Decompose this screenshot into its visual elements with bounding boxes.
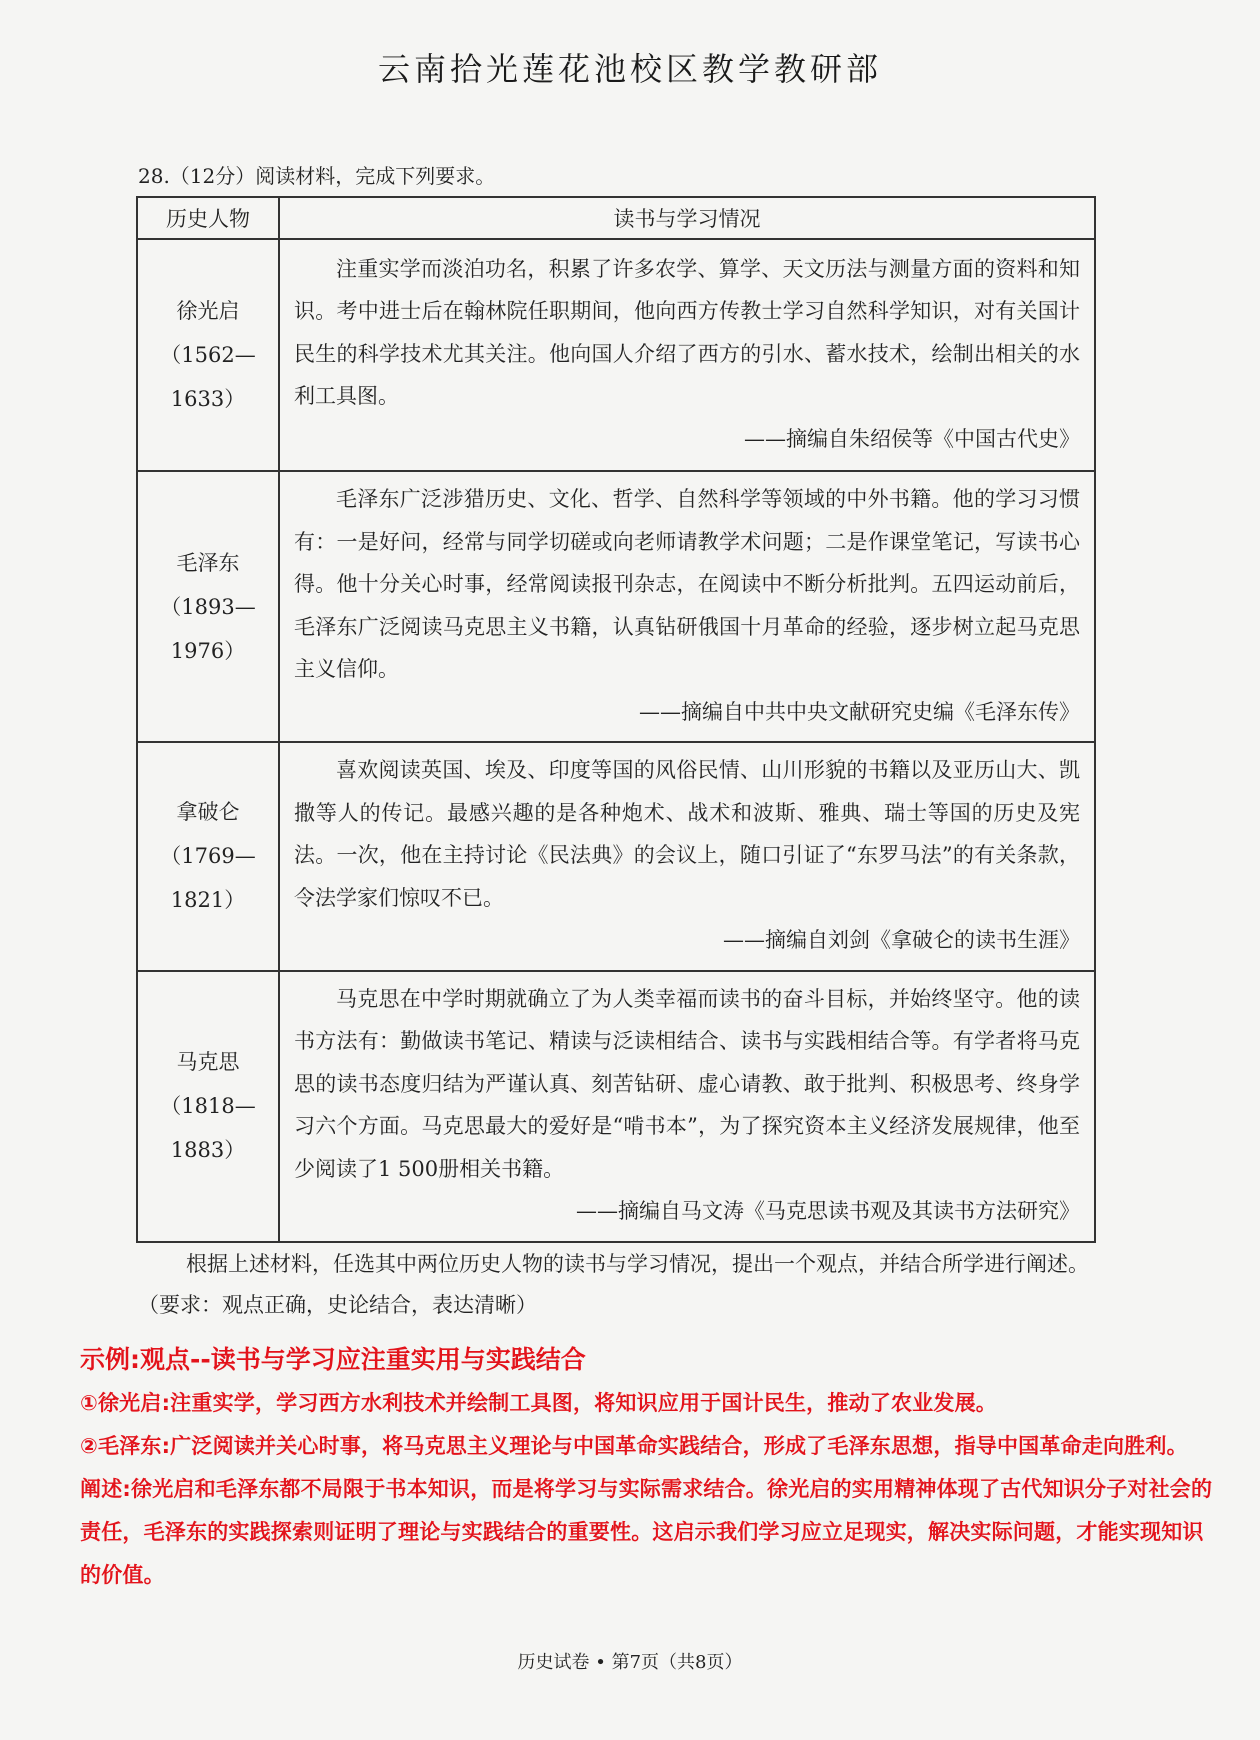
table-header-row — [137, 197, 1095, 239]
reading-cell — [279, 742, 1095, 971]
reading-material-table — [136, 196, 1096, 1243]
sample-answer — [80, 1338, 1220, 1597]
person-cell — [137, 971, 279, 1242]
table-row — [137, 742, 1095, 971]
column-header-person: 历史人物 — [137, 197, 279, 239]
person-cell — [137, 742, 279, 971]
reading-cell — [279, 239, 1095, 471]
page-footer: 历史试卷 • 第7页（共8页） — [517, 1652, 743, 1673]
reading-text: 毛泽东广泛涉猎历史、文化、哲学、自然科学等领域的中外书籍。他的学习习惯有：一是好问，经常与同学切磋或向老师请教学术问题；二是作课堂笔记，写读书心得。他十分关心时事，经常阅读报刊杂志，在阅读中不断分析批判。五四运动前后，毛泽东广泛阅读马克思主义书籍，认真钻研俄国十月革命的经验，逐步树立起马克思主义信仰。 — [294, 487, 1080, 681]
reading-source: ——摘编自马文涛《马克思读书观及其读书方法研究》 — [576, 1199, 1080, 1223]
person-years: （1769—1821） — [160, 844, 256, 913]
table-row — [137, 971, 1095, 1242]
table-row — [137, 239, 1095, 471]
person-name: 徐光启 — [176, 299, 240, 323]
person-cell — [137, 471, 279, 742]
reading-text: 注重实学而淡泊功名，积累了许多农学、算学、天文历法与测量方面的资料和知识。考中进士后在翰林院任职期间，他向西方传教士学习自然科学知识，对有关国计民生的科学技术尤其关注。他向国人介绍了西方的引水、蓄水技术，绘制出相关的水利工具图。 — [294, 256, 1080, 409]
reading-source: ——摘编自刘剑《拿破仑的读书生涯》 — [723, 928, 1080, 952]
reading-text: 喜欢阅读英国、埃及、印度等国的风俗民情、山川形貌的书籍以及亚历山大、凯撒等人的传记。最感兴趣的是各种炮术、战术和波斯、雅典、瑞士等国的历史及宪法。一次，他在主持讨论《民法典》的会议上，随口引证了“东罗马法”的有关条款，令法学家们惊叹不已。 — [294, 758, 1080, 910]
person-name: 马克思 — [176, 1050, 240, 1074]
column-header-reading: 读书与学习情况 — [279, 197, 1095, 239]
question-prompt: 28.（12分）阅读材料，完成下列要求。 — [138, 164, 496, 188]
reading-source: ——摘编自中共中央文献研究史编《毛泽东传》 — [639, 699, 1080, 724]
reading-cell — [279, 471, 1095, 742]
person-years: （1893—1976） — [160, 594, 256, 663]
answer-elaboration: 阐述:徐光启和毛泽东都不局限于书本知识，而是将学习与实际需求结合。徐光启的实用精神体现了古代知识分子对社会的责任，毛泽东的实践探索则证明了理论与实践结合的重要性。这启示我们学习应立足现实，解决实际问题，才能实现知识的价值。 — [80, 1477, 1213, 1587]
answer-point-1: ①徐光启:注重实学，学习西方水利技术并绘制工具图，将知识应用于国计民生，推动了农业发展。 — [80, 1391, 997, 1415]
answer-point-2: ②毛泽东:广泛阅读并关心时事，将马克思主义理论与中国革命实践结合，形成了毛泽东思想，指导中国革命走向胜利。 — [80, 1434, 1188, 1458]
table-row — [137, 471, 1095, 742]
answer-title: 示例:观点--读书与学习应注重实用与实践结合 — [80, 1345, 586, 1374]
person-name: 拿破仑 — [176, 800, 240, 825]
reading-source: ——摘编自朱绍侯等《中国古代史》 — [744, 426, 1080, 451]
reading-text: 马克思在中学时期就确立了为人类幸福而读书的奋斗目标，并始终坚守。他的读书方法有：勤做读书笔记、精读与泛读相结合、读书与实践相结合等。有学者将马克思的读书态度归结为严谨认真、刻苦钻研、虚心请教、敢于批判、积极思考、终身学习六个方面。马克思最大的爱好是“啃书本”，为了探究资本主义经济发展规律，他至少阅读了1 500册相关书籍。 — [294, 986, 1080, 1181]
question-instruction: 根据上述材料，任选其中两位历史人物的读书与学习情况，提出一个观点，并结合所学进行阐述。（要求：观点正确，史论结合，表达清晰） — [138, 1252, 1089, 1317]
person-name: 毛泽东 — [176, 550, 240, 575]
person-years: （1818—1883） — [160, 1094, 256, 1162]
person-cell — [137, 239, 279, 471]
page-header: 云南拾光莲花池校区教学教研部 — [377, 50, 882, 88]
reading-cell — [279, 971, 1095, 1242]
person-years: （1562—1633） — [160, 343, 256, 411]
